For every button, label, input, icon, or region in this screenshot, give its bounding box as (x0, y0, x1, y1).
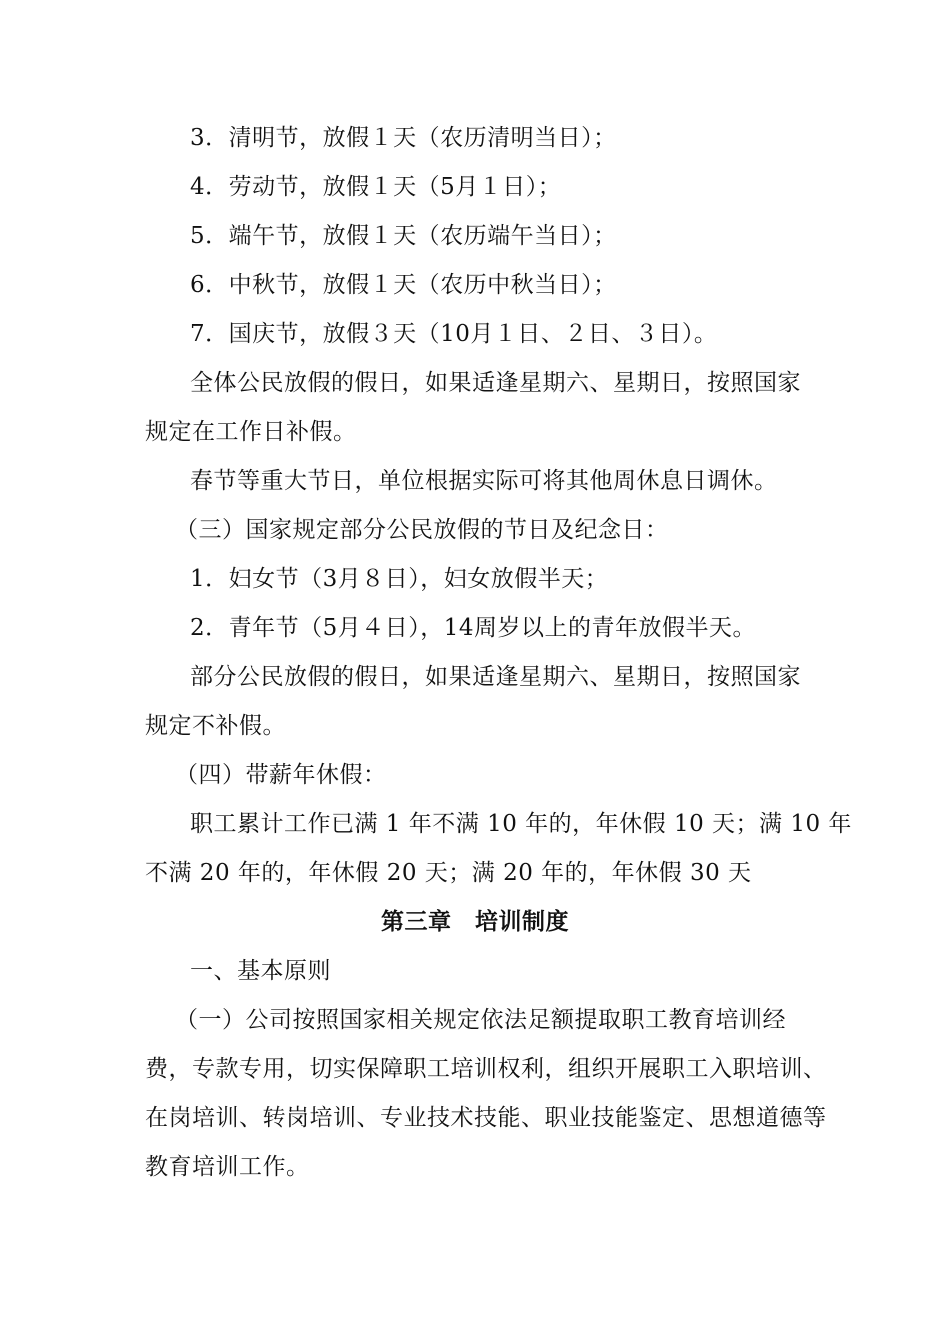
paragraph-line: 教育培训工作。 (145, 1154, 310, 1180)
holiday-item-national-day: 7．国庆节，放假３天（10月１日、２日、３日）。 (190, 321, 718, 347)
paragraph-line: 部分公民放假的假日，如果适逢星期六、星期日，按照国家 (190, 664, 801, 690)
paragraph-line: 在岗培训、转岗培训、专业技术技能、职业技能鉴定、思想道德等 (145, 1105, 827, 1131)
paragraph-line: 职工累计工作已满 1 年不满 10 年的，年休假 10 天；满 10 年 (190, 811, 852, 837)
holiday-item-dragon-boat: 5．端午节，放假１天（农历端午当日）； (190, 223, 617, 249)
paragraph-line: 全体公民放假的假日，如果适逢星期六、星期日，按照国家 (190, 370, 801, 396)
section-heading-basic-principles: 一、基本原则 (190, 958, 331, 984)
holiday-item-womens-day: 1．妇女节（3月８日），妇女放假半天； (190, 566, 609, 592)
section-heading-paid-leave: （四）带薪年休假： (175, 762, 387, 788)
chapter-title: 第三章 培训制度 (381, 908, 569, 935)
paragraph-line: 春节等重大节日，单位根据实际可将其他周休息日调休。 (190, 468, 778, 494)
paragraph-line: 规定不补假。 (145, 713, 286, 739)
paragraph-line: 费，专款专用，切实保障职工培训权利，组织开展职工入职培训、 (145, 1056, 827, 1082)
holiday-item-youth-day: 2．青年节（5月４日），14周岁以上的青年放假半天。 (190, 615, 757, 641)
paragraph-line: 规定在工作日补假。 (145, 419, 357, 445)
holiday-item-qingming: 3．清明节，放假１天（农历清明当日）； (190, 125, 617, 151)
paragraph-line: 不满 20 年的，年休假 20 天；满 20 年的，年休假 30 天 (145, 860, 752, 886)
section-heading-partial-holidays: （三）国家规定部分公民放假的节日及纪念日： (175, 517, 669, 543)
holiday-item-mid-autumn: 6．中秋节，放假１天（农历中秋当日）； (190, 272, 617, 298)
paragraph-line: （一）公司按照国家相关规定依法足额提取职工教育培训经 (175, 1007, 786, 1033)
holiday-item-labor-day: 4．劳动节，放假１天（5月１日）； (190, 174, 562, 200)
